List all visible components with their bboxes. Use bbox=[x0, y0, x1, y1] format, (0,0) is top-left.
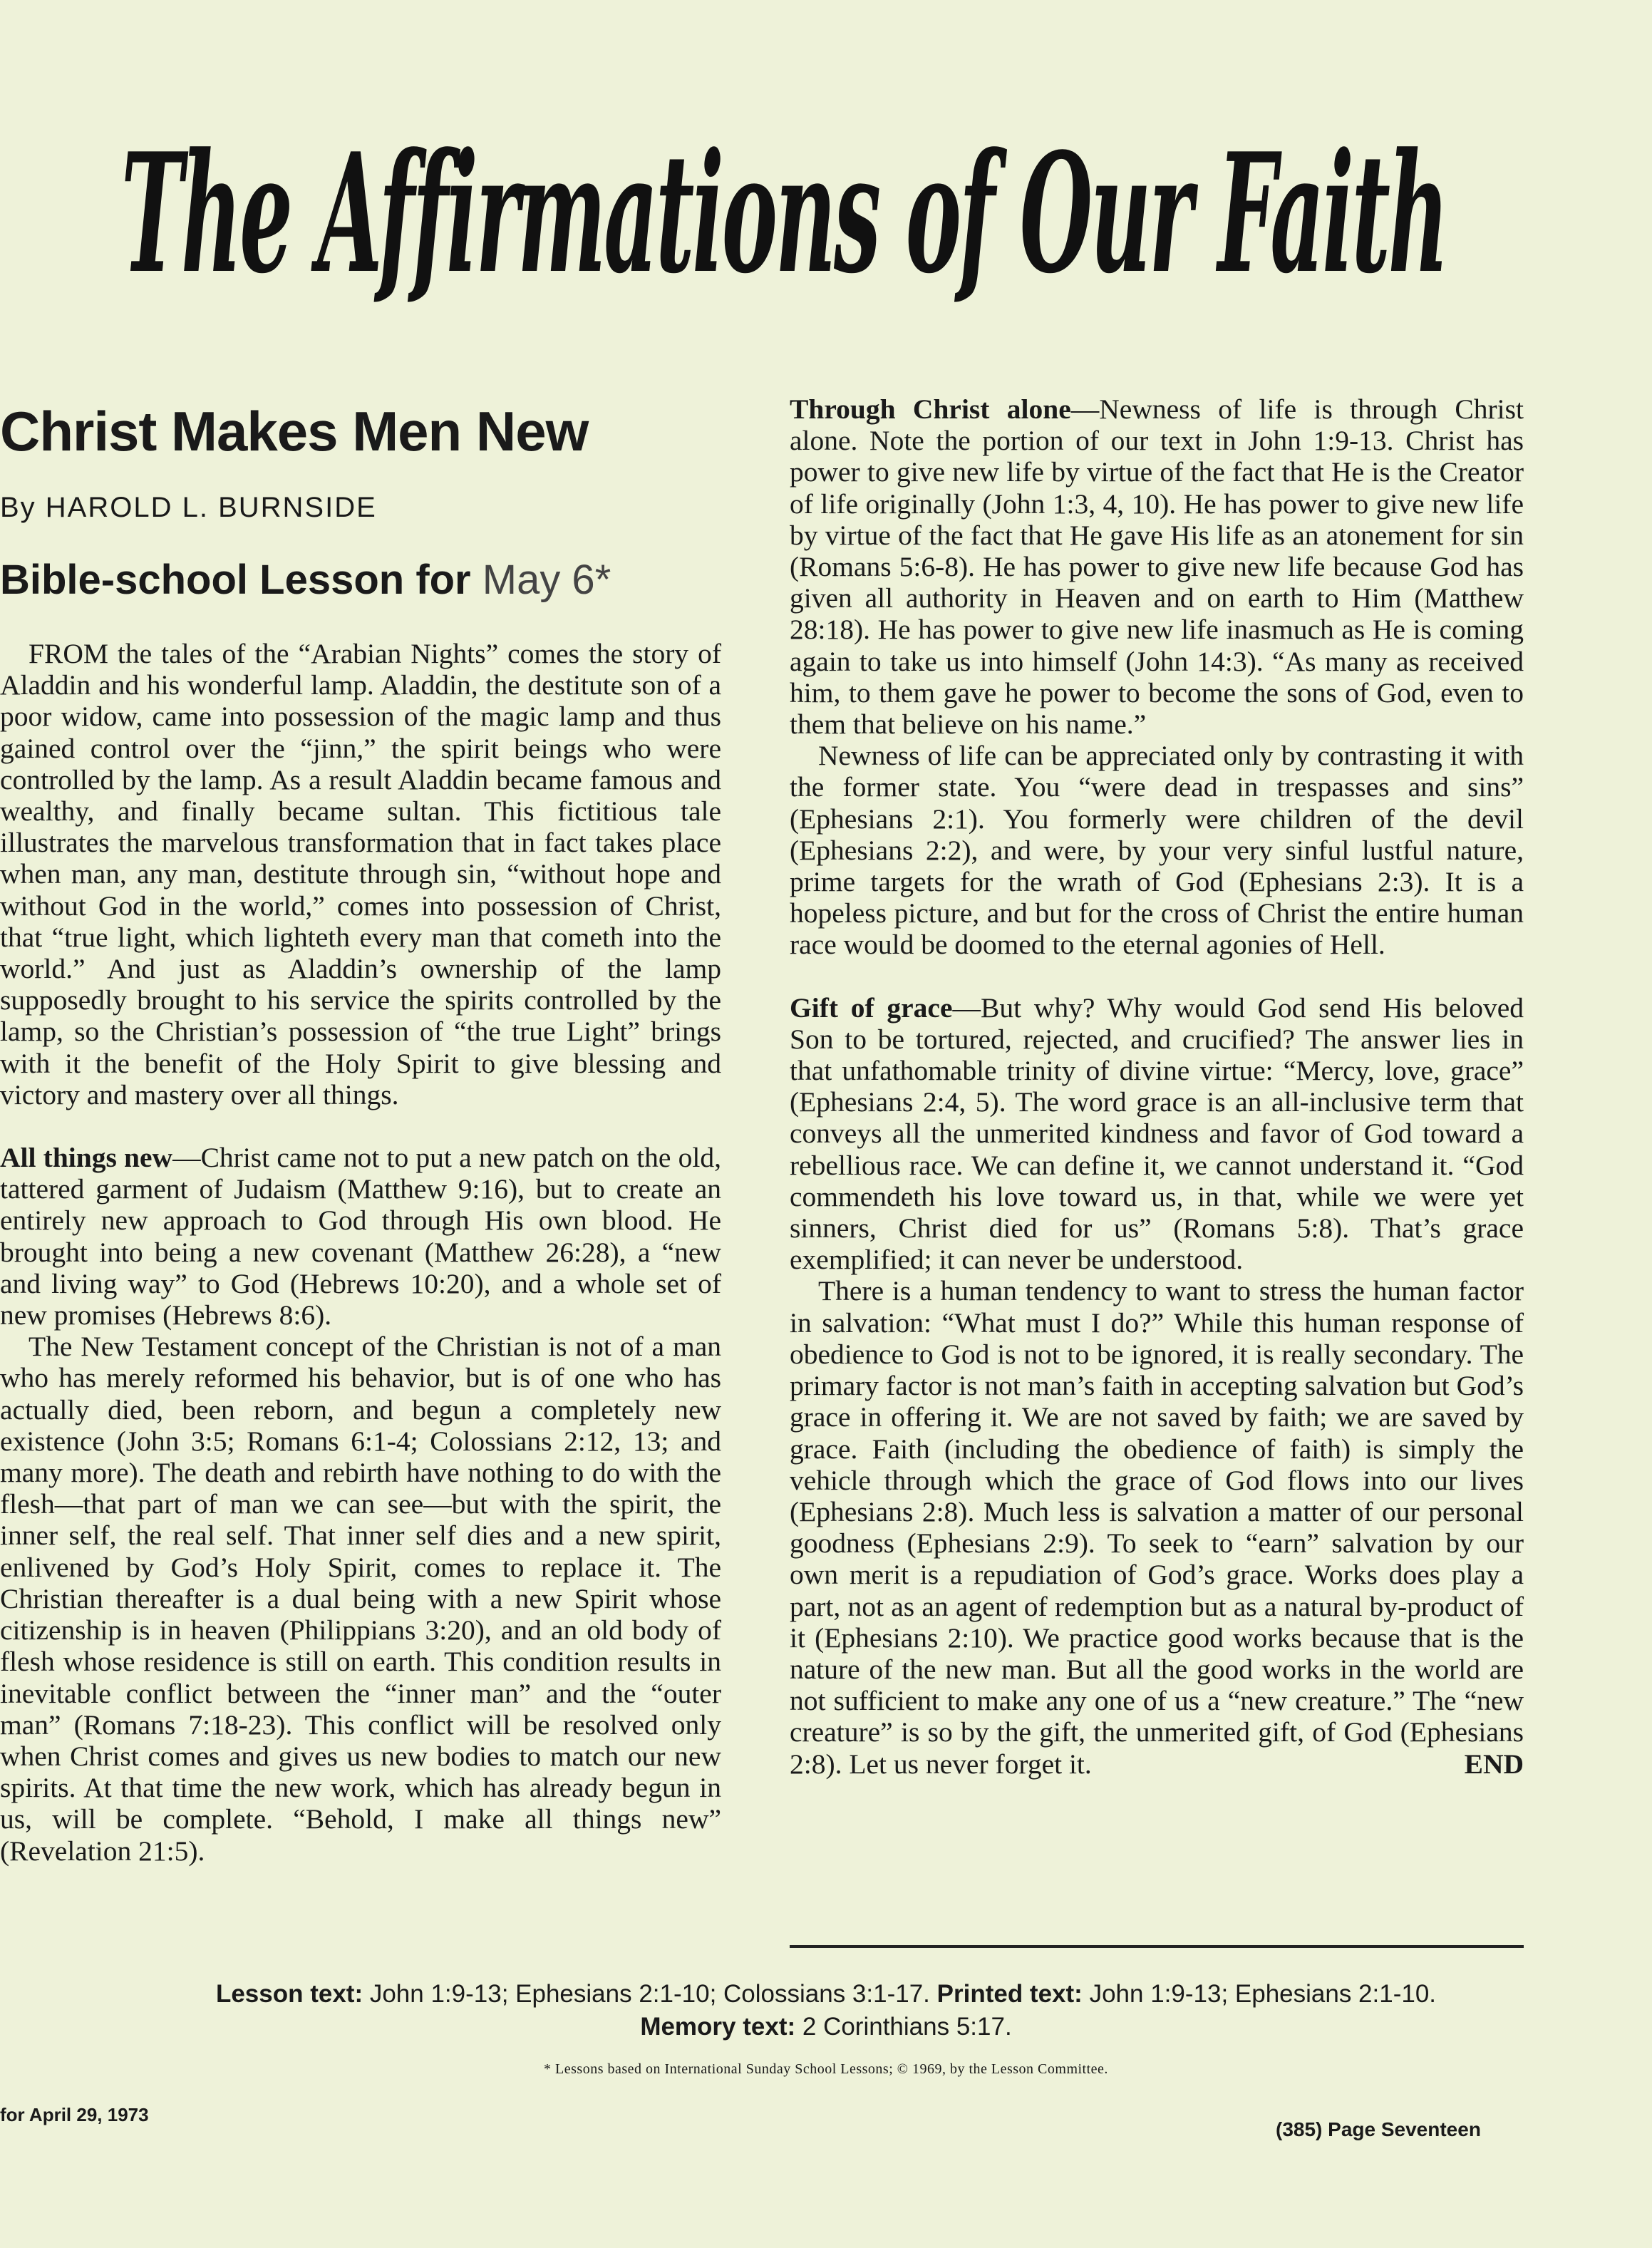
paragraph-gift-of-grace bbox=[790, 992, 1524, 1276]
paragraph-all-things-new bbox=[0, 1142, 721, 1331]
paragraph-human-tendency bbox=[790, 1275, 1524, 1779]
end-mark: END bbox=[1464, 1748, 1524, 1780]
footer-page-number: (385) Page Seventeen bbox=[1276, 2118, 1481, 2140]
lesson-heading-date: May 6* bbox=[482, 557, 611, 603]
memory-text-value: 2 Corinthians 5:17. bbox=[802, 2013, 1012, 2041]
paragraph-newness: Newness of life can be appreciated only by contrasting it with the former state. You “were dead in trespasses and sins” (Ephesians 2:1). You formerly were children of the devil (Ephesians 2:2), and were, by your very sinful lustful nature, prime targets for the wrath of God (Ephesians 2:3). It is a hopeless picture, and but for the cross of Christ the entire human race would be doomed to the eternal agonies of Hell. bbox=[790, 740, 1524, 961]
lesson-text-line bbox=[71, 1978, 1581, 2011]
memory-text-label: Memory text: bbox=[640, 2013, 796, 2041]
masthead-text: The Affirmations of Our Faith bbox=[121, 118, 1447, 310]
paragraph-intro: FROM the tales of the “Arabian Nights” comes the story of Aladdin and his wonderful lamp. Aladdin, the destitute son of a poor widow, came into possession of the magic lamp and thus gained control over the “jinn,” the spirit beings who were controlled by the lamp. As a result Aladdin became famous and wealthy, and finally became sultan. This fictitious tale illustrates the marvelous transformation that in fact takes place when man, any man, destitute through sin, “without hope and without God in the world,” comes into possession of Christ, that “true light, which lighteth every man that cometh into the world.” And just as Aladdin’s ownership of the lamp supposedly brought to his service the spirits controlled by the lamp, so the Christian’s possession of “the true Light” brings with it the benefit of the Holy Spirit to give blessing and victory and mastery over all things. bbox=[0, 638, 721, 1110]
paragraph-gift-of-grace-text: —But why? Why would God send His beloved Son to be tortured, rejected, and crucified? The answer lies in that unfathomable trinity of divine virtue: “Mercy, love, grace” (Ephesians 2:4, 5). The word grace is an all-inclusive term that conveys all the unmerited kindness and favor of God toward a rebellious race. We can define it, we cannot understand it. “God commendeth his love toward us, in that, while we were yet sinners, Christ died for us” (Romans 5:8). That’s grace exemplified; it can never be understood. bbox=[790, 991, 1524, 1276]
paragraph-through-christ bbox=[790, 393, 1524, 740]
lesson-text-box bbox=[71, 1978, 1581, 2043]
printed-text-value: John 1:9-13; Ephesians 2:1-10. bbox=[1089, 1980, 1437, 2008]
subhead-through-christ: Through Christ alone bbox=[790, 393, 1071, 425]
lesson-heading-label: Bible-school Lesson for bbox=[0, 557, 482, 603]
paragraph-human-tendency-text: There is a human tendency to want to stress the human factor in salvation: “What must I do?” While this human response of obedience to God is not to be ignored, it is really secondary. The primary factor is not man’s faith in accepting salvation but God’s grace in offering it. We are not saved by faith; we are saved by grace. Faith (including the obedience of faith) is simply the vehicle through which the grace of God flows into our lives (Ephesians 2:8). Much less is salvation a matter of our personal goodness (Ephesians 2:9). To seek to “earn” salvation by our own merit is a repudiation of God’s grace. Works does play a part, not as an agent of redemption but as a natural by-product of it (Ephesians 2:10). We practice good works because that is the nature of the new man. But all the good works in the world are not sufficient to make any one of us a “new creature.” The “new creature” is so by the gift, the unmerited gift, of God (Ephesians 2:8). Let us never forget it. bbox=[790, 1275, 1524, 1780]
masthead-script-title bbox=[107, 78, 1461, 364]
subhead-gift-of-grace: Gift of grace bbox=[790, 991, 953, 1024]
paragraph-new-testament: The New Testament concept of the Christian is not of a man who has merely reformed his behavior, but is of one who has actually died, been reborn, and begun a completely new existence (John 3:5; Romans 6:1-4; Colossians 2:12, 13; and many more). The death and rebirth have nothing to do with the flesh—that part of man we can see—but with the spirit, the inner self, the real self. That inner self dies and a new spirit, enlivened by God’s Holy Spirit, comes to replace it. The Christian thereafter is a dual being with a new Spirit whose citizenship is in heaven (Philippians 3:20), and an old body of flesh whose residence is still on earth. This condition results in inevitable conflict between the “inner man” and the “outer man” (Romans 7:18-23). This conflict will be resolved only when Christ comes and gives us new bodies to match our new spirits. At that time the new work, which has already begun in us, will be complete. “Behold, I make all things new” (Revelation 21:5). bbox=[0, 1331, 721, 1867]
article-title: Christ Makes Men New bbox=[0, 400, 589, 463]
subhead-all-things-new: All things new bbox=[0, 1142, 173, 1174]
lesson-text-label: Lesson text: bbox=[215, 1980, 363, 2008]
printed-text-label: Printed text: bbox=[936, 1980, 1083, 2008]
paragraph-all-things-new-text: —Christ came not to put a new patch on the old, tattered garment of Judaism (Matthew 9:16), but to create an entirely new approach to God through His own blood. He brought into being a new covenant (Matthew 26:28), a “new and living way” to God (Hebrews 10:20), and a whole set of new promises (Hebrews 8:6). bbox=[0, 1142, 721, 1331]
copyright-footnote: * Lessons based on International Sunday School Lessons; © 1969, by the Lesson Committee. bbox=[544, 2061, 1108, 2077]
article-byline: By HAROLD L. BURNSIDE bbox=[0, 492, 377, 523]
lesson-heading bbox=[0, 556, 611, 604]
memory-text-line bbox=[71, 2011, 1581, 2043]
footer-issue-date: for April 29, 1973 bbox=[0, 2104, 149, 2125]
end-rule bbox=[790, 1945, 1524, 1948]
masthead-svg bbox=[107, 78, 1461, 364]
paragraph-through-christ-text: —Newness of life is through Christ alone. Note the portion of our text in John 1:9-13. Christ has power to give new life by virtue of the fact that He is the Creator of life originally (John 1:3, 4, 10). He has power to give new life by virtue of the fact that He gave His life as an atonement for sin (Romans 5:6-8). He has power to give new life because God has given all authority in Heaven and on earth to Him (Matthew 28:18). He has power to give new life inasmuch as He is coming again to take us into himself (John 14:3). “As many as received him, to them gave he power to become the sons of God, even to them that believe on his name.” bbox=[790, 393, 1524, 741]
lesson-text-value: John 1:9-13; Ephesians 2:1-10; Colossians 3:1-17. bbox=[369, 1980, 930, 2008]
right-column bbox=[790, 393, 1524, 1780]
left-column bbox=[0, 638, 721, 1867]
